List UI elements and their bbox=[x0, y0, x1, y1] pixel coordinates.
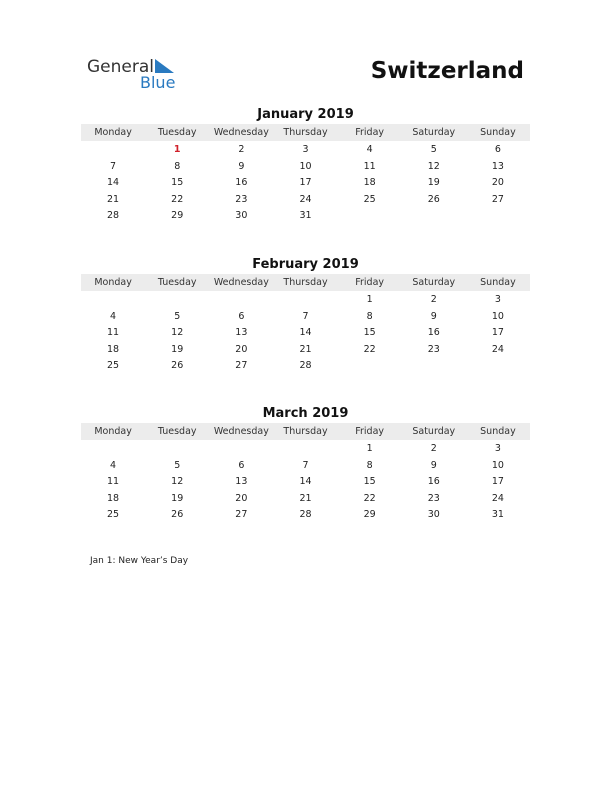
day-cell: 11 bbox=[107, 327, 120, 338]
day-cell: 2 bbox=[430, 443, 437, 454]
day-cell bbox=[209, 441, 273, 458]
day-cell: 1 bbox=[366, 443, 373, 454]
day-cell: 8 bbox=[366, 310, 373, 322]
day-cell: 6 bbox=[238, 459, 245, 471]
day-cell bbox=[466, 358, 530, 375]
day-cell bbox=[338, 358, 402, 375]
week-row bbox=[81, 358, 530, 375]
day-cell: 13 bbox=[235, 327, 248, 338]
weekday-label: Saturday bbox=[412, 277, 456, 288]
day-cell: 24 bbox=[491, 343, 504, 355]
weekday-label: Monday bbox=[94, 127, 132, 138]
week-row bbox=[81, 491, 530, 508]
day-cell: 20 bbox=[235, 343, 248, 355]
day-cell: 28 bbox=[299, 360, 312, 371]
day-cell: 18 bbox=[363, 177, 376, 188]
day-cell: 3 bbox=[302, 144, 309, 155]
day-cell bbox=[81, 441, 145, 458]
day-cell bbox=[273, 292, 337, 309]
day-cell: 27 bbox=[235, 360, 248, 371]
weekday-label: Friday bbox=[355, 426, 385, 437]
day-cell: 10 bbox=[491, 310, 504, 322]
weekday-header bbox=[81, 274, 530, 291]
day-cell: 25 bbox=[363, 193, 376, 205]
day-cell: 14 bbox=[299, 327, 312, 338]
day-cell: 19 bbox=[427, 177, 440, 188]
day-cell: 6 bbox=[494, 144, 501, 155]
weekday-header bbox=[81, 423, 530, 440]
day-cell: 3 bbox=[494, 294, 501, 305]
month-title: January 2019 bbox=[257, 107, 354, 122]
day-cell: 18 bbox=[107, 492, 120, 504]
day-cell: 3 bbox=[494, 443, 501, 454]
day-cell bbox=[273, 441, 337, 458]
day-cell: 21 bbox=[107, 193, 120, 205]
day-cell: 30 bbox=[427, 509, 440, 520]
day-cell bbox=[145, 441, 209, 458]
weekday-header bbox=[81, 124, 530, 141]
weekday-label: Tuesday bbox=[157, 127, 197, 138]
day-cell bbox=[81, 292, 145, 309]
weekday-label: Sunday bbox=[480, 426, 516, 437]
day-cell: 10 bbox=[491, 459, 504, 471]
day-cell: 24 bbox=[299, 193, 312, 205]
day-cell: 16 bbox=[235, 177, 248, 188]
day-cell: 23 bbox=[427, 343, 440, 355]
country-title: Switzerland bbox=[370, 58, 524, 84]
day-cell bbox=[81, 142, 145, 159]
week-row bbox=[81, 441, 530, 458]
day-cell: 22 bbox=[171, 193, 184, 205]
weekday-label: Wednesday bbox=[213, 127, 269, 138]
day-cell: 21 bbox=[299, 343, 312, 355]
week-row bbox=[81, 208, 530, 225]
week-row bbox=[81, 458, 530, 475]
day-cell bbox=[338, 208, 402, 225]
weekday-label: Tuesday bbox=[157, 277, 197, 288]
day-cell: 9 bbox=[238, 160, 245, 172]
day-cell: 22 bbox=[363, 492, 376, 504]
day-cell: 17 bbox=[491, 327, 504, 338]
day-cell: 30 bbox=[235, 210, 248, 221]
week-row bbox=[81, 474, 530, 491]
day-cell: 23 bbox=[427, 492, 440, 504]
week-row bbox=[81, 325, 530, 342]
day-cell: 26 bbox=[171, 509, 184, 520]
weekday-label: Monday bbox=[94, 277, 132, 288]
day-cell: 11 bbox=[363, 160, 376, 172]
month-title: February 2019 bbox=[252, 257, 359, 272]
day-cell bbox=[209, 292, 273, 309]
day-cell: 25 bbox=[107, 509, 120, 520]
day-cell: 4 bbox=[110, 310, 117, 322]
weekday-label: Wednesday bbox=[213, 277, 269, 288]
week-row bbox=[81, 342, 530, 359]
weekday-label: Friday bbox=[355, 127, 385, 138]
holiday-list bbox=[90, 556, 188, 566]
day-cell: 6 bbox=[238, 310, 245, 322]
month-title: March 2019 bbox=[262, 406, 349, 421]
weekday-label: Thursday bbox=[283, 127, 328, 138]
day-cell: 7 bbox=[302, 310, 309, 322]
day-cell: 4 bbox=[110, 459, 117, 471]
day-cell: 26 bbox=[171, 360, 184, 371]
day-cell: 26 bbox=[427, 193, 440, 205]
day-cell bbox=[402, 358, 466, 375]
day-cell: 17 bbox=[299, 177, 312, 188]
day-cell: 29 bbox=[171, 210, 184, 221]
day-cell: 22 bbox=[363, 343, 376, 355]
day-cell: 21 bbox=[299, 492, 312, 504]
day-cell: 15 bbox=[171, 177, 184, 188]
logo-triangle-icon bbox=[153, 58, 175, 74]
day-cell: 12 bbox=[171, 476, 184, 487]
day-cell: 15 bbox=[363, 327, 376, 338]
weekday-label: Thursday bbox=[283, 277, 328, 288]
month-january bbox=[81, 106, 530, 225]
day-cell: 1 bbox=[173, 144, 181, 155]
week-row bbox=[81, 309, 530, 326]
day-cell: 16 bbox=[427, 476, 440, 487]
day-cell: 31 bbox=[299, 210, 312, 221]
day-cell: 9 bbox=[430, 459, 437, 471]
day-cell: 2 bbox=[238, 144, 245, 155]
day-cell bbox=[145, 292, 209, 309]
weekday-label: Friday bbox=[355, 277, 385, 288]
day-cell: 11 bbox=[107, 476, 120, 487]
day-cell: 12 bbox=[427, 160, 440, 172]
weekday-label: Sunday bbox=[480, 127, 516, 138]
day-cell: 27 bbox=[235, 509, 248, 520]
day-cell: 2 bbox=[430, 294, 437, 305]
day-cell bbox=[466, 208, 530, 225]
logo-general-text: General bbox=[87, 57, 154, 77]
logo-blue-text: Blue bbox=[140, 73, 176, 92]
day-cell: 16 bbox=[427, 327, 440, 338]
week-row bbox=[81, 292, 530, 309]
day-cell: 24 bbox=[491, 492, 504, 504]
day-cell: 13 bbox=[235, 476, 248, 487]
holiday-item: Jan 1: New Year’s Day bbox=[90, 556, 189, 566]
day-cell: 20 bbox=[491, 177, 504, 188]
week-row bbox=[81, 159, 530, 176]
day-cell: 25 bbox=[107, 360, 120, 371]
week-row bbox=[81, 192, 530, 209]
day-cell: 4 bbox=[366, 144, 373, 155]
week-row bbox=[81, 175, 530, 192]
weekday-label: Wednesday bbox=[213, 426, 269, 437]
day-cell: 14 bbox=[299, 476, 312, 487]
weekday-label: Saturday bbox=[412, 426, 456, 437]
day-cell: 8 bbox=[366, 459, 373, 471]
weekday-label: Tuesday bbox=[157, 426, 197, 437]
weekday-label: Thursday bbox=[283, 426, 328, 437]
day-cell: 8 bbox=[174, 160, 181, 172]
day-cell: 18 bbox=[107, 343, 120, 355]
day-cell: 7 bbox=[302, 459, 309, 471]
day-cell: 5 bbox=[174, 310, 181, 322]
week-row bbox=[81, 142, 530, 159]
day-cell: 17 bbox=[491, 476, 504, 487]
day-cell: 7 bbox=[110, 160, 117, 172]
day-cell: 5 bbox=[174, 459, 181, 471]
month-february bbox=[81, 256, 530, 375]
weekday-label: Monday bbox=[94, 426, 132, 437]
week-row bbox=[81, 507, 530, 524]
day-cell: 31 bbox=[491, 509, 504, 520]
day-cell: 14 bbox=[107, 177, 120, 188]
day-cell: 19 bbox=[171, 492, 184, 504]
day-cell: 13 bbox=[491, 160, 504, 172]
month-march bbox=[81, 405, 530, 524]
day-cell: 5 bbox=[430, 144, 437, 155]
day-cell: 1 bbox=[366, 294, 373, 305]
day-cell: 27 bbox=[491, 193, 504, 205]
day-cell: 28 bbox=[107, 210, 120, 221]
day-cell: 9 bbox=[430, 310, 437, 322]
weekday-label: Saturday bbox=[412, 127, 456, 138]
day-cell: 23 bbox=[235, 193, 248, 205]
day-cell bbox=[402, 208, 466, 225]
day-cell: 20 bbox=[235, 492, 248, 504]
logo bbox=[87, 55, 187, 95]
day-cell: 15 bbox=[363, 476, 376, 487]
weekday-label: Sunday bbox=[480, 277, 516, 288]
day-cell: 12 bbox=[171, 327, 184, 338]
day-cell: 10 bbox=[299, 160, 312, 172]
day-cell: 19 bbox=[171, 343, 184, 355]
day-cell: 29 bbox=[363, 509, 376, 520]
day-cell: 28 bbox=[299, 509, 312, 520]
